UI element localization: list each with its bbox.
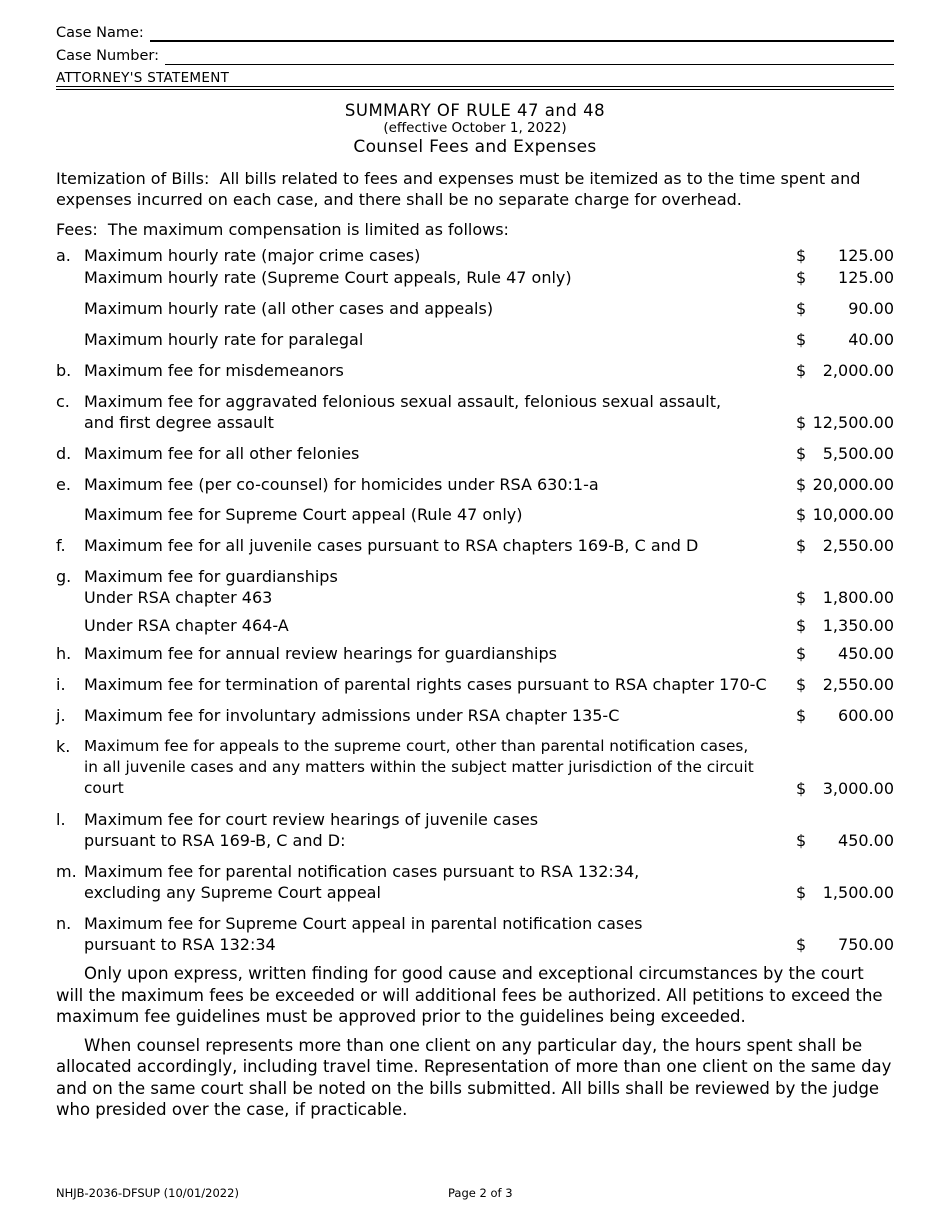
fee-item-currency: $ <box>796 588 807 607</box>
multiple-clients-paragraph: When counsel represents more than one client on any particular day, the hours spent shall be allocated accordingly, including travel time. Representation of more than one client on the same day and on the same court shall be noted on the bills submitted. All bills shall be reviewed by the judge who presided over the case, if practicable. <box>56 1035 892 1119</box>
fee-item-currency: $ <box>796 413 807 432</box>
fee-item-description <box>84 443 796 464</box>
fee-row <box>56 674 894 695</box>
fee-row <box>56 245 894 266</box>
case-name-label: Case Name: <box>56 25 144 41</box>
fee-row <box>56 535 894 556</box>
fee-row <box>56 504 894 525</box>
fee-item-letter: h. <box>56 644 72 663</box>
fee-item-description-line: Maximum fee for aggravated felonious sexual assault, felonious sexual assault, <box>84 392 722 411</box>
fee-item-amount: 600.00 <box>838 706 894 725</box>
fee-item-description-line: Maximum fee for all juvenile cases pursuant to RSA chapters 169-B, C and D <box>84 536 699 555</box>
fee-item-description-line: Maximum hourly rate (Supreme Court appeals, Rule 47 only) <box>84 268 572 287</box>
attorneys-statement-label: ATTORNEY'S STATEMENT <box>56 70 894 87</box>
fee-item-letter: c. <box>56 392 70 411</box>
fee-item-description-line: Under RSA chapter 464-A <box>84 616 289 635</box>
fee-row <box>56 329 894 350</box>
fee-item-description-line: Maximum fee for termination of parental rights cases pursuant to RSA chapter 170-C <box>84 675 767 694</box>
fee-item-description-line: Maximum fee for misdemeanors <box>84 361 344 380</box>
fee-item-description-line: pursuant to RSA 132:34 <box>84 935 276 954</box>
fee-row <box>56 705 894 726</box>
fee-row <box>56 809 894 851</box>
fee-item-letter: f. <box>56 536 66 555</box>
fee-item-description-line: Maximum fee for annual review hearings for guardianships <box>84 644 557 663</box>
fee-item-description <box>84 809 796 851</box>
fee-item-amount: 1,800.00 <box>822 588 894 607</box>
case-number-field[interactable] <box>165 50 894 65</box>
fee-item-description <box>84 535 796 556</box>
fee-item-description-line: Maximum hourly rate for paralegal <box>84 330 364 349</box>
itemization-text: All bills related to fees and expenses must be itemized as to the time spent and expenses incurred on each case, and there shall be no separate charge for overhead. <box>56 169 861 209</box>
fee-item-description-line: in all juvenile cases and any matters within the subject matter jurisdiction of the circuit court <box>84 758 754 797</box>
fee-item-currency: $ <box>796 675 807 694</box>
fee-item-description-line: Maximum fee for court review hearings of juvenile cases <box>84 810 539 829</box>
fee-item-amount: 125.00 <box>838 268 894 287</box>
page-number: Page 2 of 3 <box>448 1186 513 1200</box>
fee-item-letter: n. <box>56 914 72 933</box>
itemization-paragraph <box>56 168 894 210</box>
fee-item-letter: l. <box>56 810 66 829</box>
fee-item-letter: b. <box>56 361 72 380</box>
fee-row <box>56 913 894 955</box>
fee-item-currency: $ <box>796 883 807 902</box>
fee-item-currency: $ <box>796 831 807 850</box>
fee-item-description <box>84 329 796 350</box>
fee-item-letter: a. <box>56 246 71 265</box>
fee-item-letter: i. <box>56 675 66 694</box>
fee-item-amount: 2,000.00 <box>822 361 894 380</box>
fee-row <box>56 360 894 381</box>
fee-item-description-line: Maximum fee for Supreme Court appeal (Rule 47 only) <box>84 505 523 524</box>
fee-item-description-line: Maximum fee for appeals to the supreme court, other than parental notification cases, <box>84 737 749 755</box>
fee-item-description-line: Maximum fee for involuntary admissions under RSA chapter 135-C <box>84 706 620 725</box>
section-divider <box>56 89 894 90</box>
itemization-heading: Itemization of Bills: <box>56 169 210 188</box>
fee-item-description <box>84 245 796 266</box>
fee-item-letter: g. <box>56 567 72 586</box>
fee-item-description-line: Maximum fee for parental notification cases pursuant to RSA 132:34, <box>84 862 640 881</box>
fee-item-description-line: Maximum fee (per co-counsel) for homicides under RSA 630:1-a <box>84 475 599 494</box>
fee-item-amount: 12,500.00 <box>812 413 894 432</box>
fee-item-currency: $ <box>796 246 807 265</box>
fee-item-amount: 450.00 <box>838 644 894 663</box>
fee-item-description-line: pursuant to RSA 169-B, C and D: <box>84 831 346 850</box>
fee-row <box>56 861 894 903</box>
title-subject: Counsel Fees and Expenses <box>353 137 597 157</box>
fee-item-amount: 90.00 <box>848 299 894 318</box>
fee-item-description <box>84 360 796 381</box>
fee-item-description <box>84 913 796 955</box>
fee-item-letter: d. <box>56 444 72 463</box>
fee-item-letter: e. <box>56 475 71 494</box>
fee-row <box>56 736 894 799</box>
fee-item-currency: $ <box>796 779 807 798</box>
fee-item-amount: 1,500.00 <box>822 883 894 902</box>
fee-item-description <box>84 861 796 903</box>
fee-row <box>56 298 894 319</box>
fee-item-amount: 40.00 <box>848 330 894 349</box>
fee-row <box>56 391 894 433</box>
document-page <box>56 24 894 1121</box>
fees-intro: The maximum compensation is limited as follows: <box>107 220 509 239</box>
fee-item-description <box>84 643 796 664</box>
fee-row <box>56 267 894 288</box>
fee-item-description-line: Maximum fee for all other felonies <box>84 444 360 463</box>
fee-item-currency: $ <box>796 330 807 349</box>
fee-item-amount: 20,000.00 <box>812 475 894 494</box>
fee-item-description <box>84 504 796 525</box>
fee-item-currency: $ <box>796 935 807 954</box>
case-name-field[interactable] <box>150 26 894 42</box>
exceed-paragraph: Only upon express, written finding for good cause and exceptional circumstances by the court will the maximum fees be exceeded or will additional fees be authorized. All petitions to exceed the maximum fee guidelines must be approved prior to the guidelines being exceeded. <box>56 964 883 1026</box>
fee-item-amount: 750.00 <box>838 935 894 954</box>
fee-item-description-line: and first degree assault <box>84 413 274 432</box>
fees-heading: Fees: <box>56 220 98 239</box>
fee-item-description <box>84 674 796 695</box>
fee-item-description <box>84 615 796 636</box>
fee-row <box>56 443 894 464</box>
fee-item-description <box>84 474 796 495</box>
title-block <box>56 101 894 158</box>
fee-item-description <box>84 391 796 433</box>
fee-item-amount: 10,000.00 <box>812 505 894 524</box>
fee-item-currency: $ <box>796 644 807 663</box>
fee-item-currency: $ <box>796 268 807 287</box>
fee-schedule <box>56 245 894 955</box>
fee-item-description <box>84 736 796 799</box>
fee-item-description <box>84 705 796 726</box>
fee-item-description-line: Maximum hourly rate (major crime cases) <box>84 246 421 265</box>
fee-item-amount: 1,350.00 <box>822 616 894 635</box>
fee-item-description <box>84 566 796 608</box>
fee-item-currency: $ <box>796 361 807 380</box>
fee-item-currency: $ <box>796 536 807 555</box>
fee-row <box>56 474 894 495</box>
fee-item-currency: $ <box>796 505 807 524</box>
fee-item-description-line: Under RSA chapter 463 <box>84 588 273 607</box>
fee-item-description-line: Maximum fee for guardianships <box>84 567 338 586</box>
fee-row <box>56 615 894 636</box>
fee-item-description-line: excluding any Supreme Court appeal <box>84 883 381 902</box>
fee-item-currency: $ <box>796 706 807 725</box>
fee-item-description <box>84 298 796 319</box>
fee-item-letter: m. <box>56 862 77 881</box>
title-rule: SUMMARY OF RULE 47 and 48 <box>344 101 606 120</box>
fee-item-description-line: Maximum hourly rate (all other cases and appeals) <box>84 299 494 318</box>
fee-item-amount: 450.00 <box>838 831 894 850</box>
fee-item-description <box>84 267 796 288</box>
fee-item-amount: 5,500.00 <box>822 444 894 463</box>
fee-item-description-line: Maximum fee for Supreme Court appeal in parental notification cases <box>84 914 643 933</box>
title-effective-date: (effective October 1, 2022) <box>383 120 567 136</box>
fee-row <box>56 566 894 608</box>
fee-item-currency: $ <box>796 475 807 494</box>
form-id: NHJB-2036-DFSUP (10/01/2022) <box>56 1186 239 1200</box>
fee-item-amount: 2,550.00 <box>822 536 894 555</box>
fee-item-letter: k. <box>56 737 71 756</box>
fee-item-amount: 3,000.00 <box>822 779 894 798</box>
fees-heading-line <box>56 219 894 240</box>
fee-item-amount: 125.00 <box>838 246 894 265</box>
case-name-row <box>56 24 894 42</box>
fee-item-currency: $ <box>796 299 807 318</box>
fee-item-amount: 2,550.00 <box>822 675 894 694</box>
fee-item-currency: $ <box>796 444 807 463</box>
case-number-row <box>56 47 894 65</box>
case-number-label: Case Number: <box>56 48 159 64</box>
fee-item-letter: j. <box>56 706 66 725</box>
fee-item-currency: $ <box>796 616 807 635</box>
fee-row <box>56 643 894 664</box>
